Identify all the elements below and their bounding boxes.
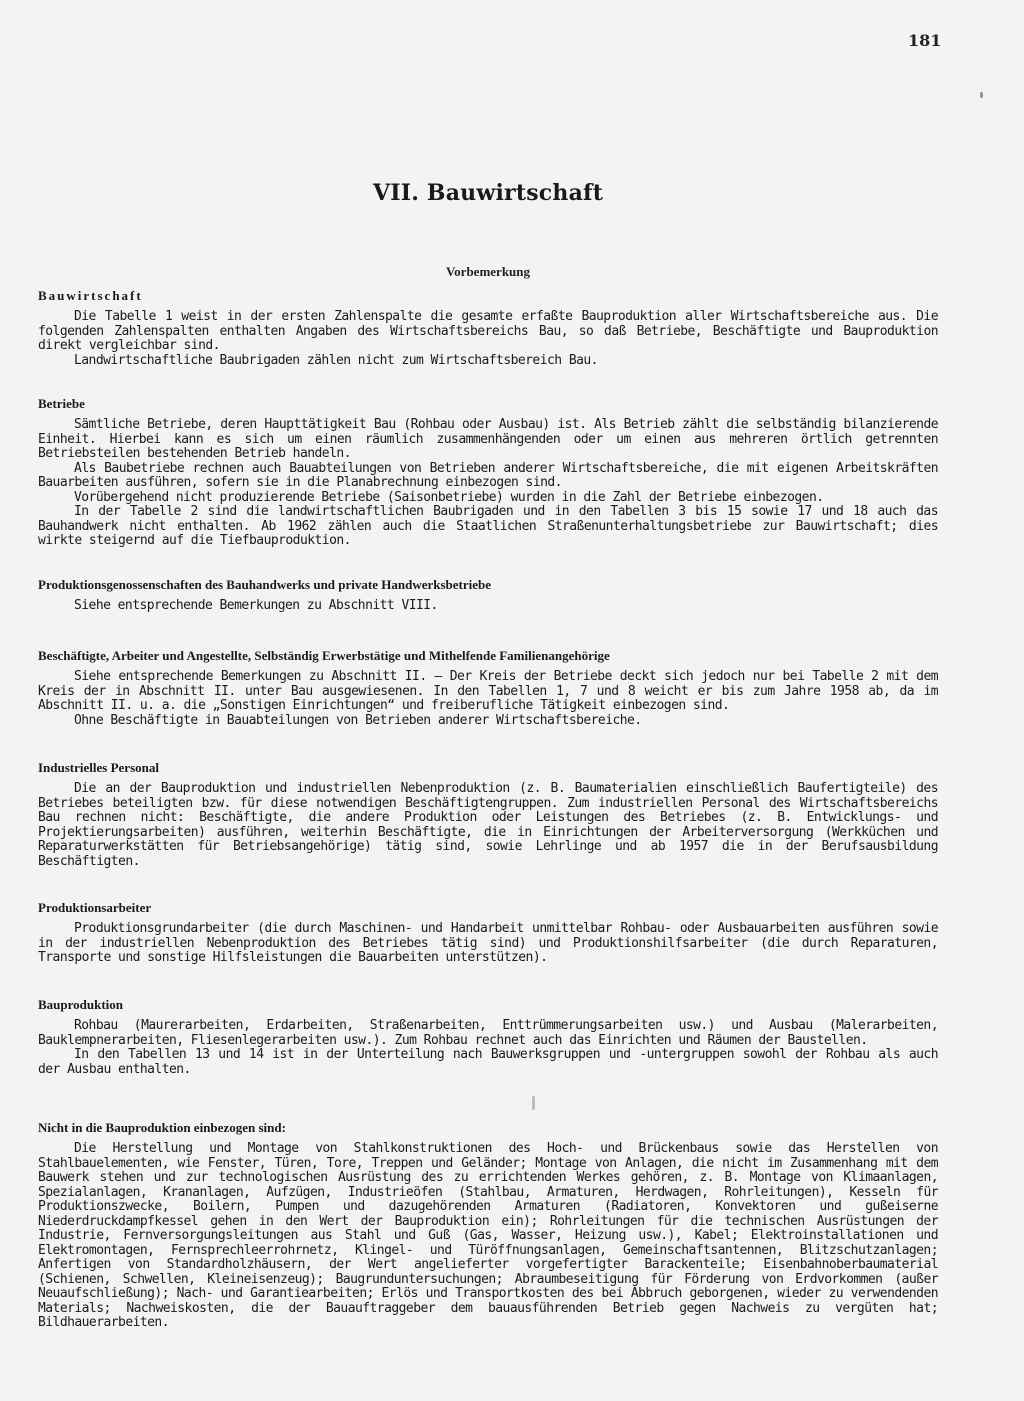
section-title: Bauproduktion: [38, 997, 124, 1012]
paragraph: Sämtliche Betriebe, deren Haupttätigkeit Bau (Rohbau oder Ausbau) ist. Als Betrieb zählt die selbständig bilanzierende Einheit. Hierbei kann es sich um einen räumlich zusammenhängenden oder um einen aus mehreren örtlich getrennten Betriebsteilen bestehenden Betrieb handeln.: [38, 417, 938, 461]
section-title: Beschäftigte, Arbeiter und Angestellte, Selbständig Erwerbstätige und Mithelfende Familienangehörige: [38, 648, 610, 663]
paragraph: Vorübergehend nicht produzierende Betriebe (Saisonbetriebe) wurden in die Zahl der Betriebe einbezogen.: [74, 489, 824, 505]
page-number: 181: [908, 31, 942, 50]
paragraph: In der Tabelle 2 sind die landwirtschaftlichen Baubrigaden und in den Tabellen 3 bis 15 sowie 17 und 18 auch das Bauhandwerk nicht enthalten. Ab 1962 zählen auch die Staatlichen Straßenunterhaltungsbetriebe zur Bauwirtschaft; dies wirkte steigernd auf die Tiefbauproduktion.: [38, 504, 938, 548]
paragraph: Die Herstellung und Montage von Stahlkonstruktionen des Hoch- und Brückenbaus sowie das Herstellen von Stahlbauelementen, wie Fenster, Türen, Tore, Treppen und Geländer; Montage von Anlagen, die nicht im Zusammenhang mit dem Bauwerk stehen und zur technologischen Ausrüstung des zu errichtenden Werkes gehören, z. B. Montage von Klimaanlagen, Spezialanlagen, Krananlagen, Aufzügen, Industrieöfen (Stahlbau, Armaturen, Herdwagen, Rohrleitungen), Kesseln für Produktionszwecke, Boilern, Pumpen und dazugehörenden Armaturen (Radiatoren, Konvektoren und gußeiserne Niederdruckdampfkessel gehen in den Wert der Bauproduktion ein); Rohrleitungen für die technischen Ausrüstungen der Industrie, Fernversorgungsleitungen aus Stahl und Guß (Gas, Wasser, Heizung usw.), Kabel; Elektroinstallationen und Elektromontagen, Fernsprechleerrohrnetz, Klingel- und Türöffnungsanlagen, Gemeinschaftsantennen, Blitzschutzanlagen; Anfertigen von Standardholzhäusern, der Wert angelieferter vorgefertigter Barackenteile; Eisenbahnoberbaumaterial (Schienen, Schwellen, Kleineisenzeug); Baugrunduntersuchungen; Abraumbeseitigung für Förderung von Erdvorkommen (außer Neuaufschließung); Nach- und Garantiearbeiten; Erlös und Transportkosten des bei Abbruch geborgenen, wieder zu verwendenden Materials; Nachweiskosten, die der Bauauftraggeber dem bauausführenden Betrieb gegen Nachweis zu vergüten hat; Bildhauerarbeiten.: [38, 1141, 938, 1330]
section-title: Produktionsarbeiter: [38, 900, 152, 915]
section-betriebe: [38, 396, 938, 549]
paragraph: Ohne Beschäftigte in Bauabteilungen von Betrieben anderer Wirtschaftsbereiche.: [74, 712, 642, 728]
preliminary-remarks-heading: Vorbemerkung: [445, 264, 531, 279]
paragraph: Die Tabelle 1 weist in der ersten Zahlenspalte die gesamte erfaßte Bauproduktion aller Wirtschaftsbereiche aus. Die folgenden Zahlenspalten enthalten Angaben des Wirtschaftsbereichs Bau, so daß Betriebe, Beschäftigte und Bauproduktion direkt vergleichbar sind.: [38, 309, 938, 353]
section-beschaeftigte: [38, 648, 938, 728]
paragraph: Siehe entsprechende Bemerkungen zu Abschnitt VIII.: [74, 598, 438, 613]
chapter-title: VII. Bauwirtschaft: [372, 180, 604, 206]
paragraph: Landwirtschaftliche Baubrigaden zählen nicht zum Wirtschaftsbereich Bau.: [74, 352, 598, 368]
paragraph: Die an der Bauproduktion und industriellen Nebenproduktion (z. B. Baumaterialien einschließlich Baufertigteile) des Betriebes beteiligten bzw. für diese notwendigen Beschäftigtengruppen. Zum industriellen Personal des Wirtschaftsbereichs Bau rechnen nicht: Beschäftigte, die andere Produktion oder Leistungen des Betriebes (z. B. Entwicklungs- und Projektierungsarbeiten) ausführen, weiterhin Beschäftigte, die in Einrichtungen der Arbeiterversorgung (Werkküchen und Reparaturwerkstätten für Betriebsangehörige) tätig sind, sowie Lehrlinge und ab 1957 die in der Berufsausbildung Beschäftigten.: [38, 781, 938, 869]
document-page: [38, 0, 942, 1401]
section-title: Nicht in die Bauproduktion einbezogen sind:: [38, 1120, 286, 1135]
section-title: Betriebe: [38, 396, 85, 411]
section-bauproduktion: [38, 997, 938, 1077]
section-produktionsarbeiter: [38, 900, 938, 966]
section-title: Industrielles Personal: [38, 760, 159, 775]
section-title: Produktionsgenossenschaften des Bauhandwerks und private Handwerksbetriebe: [38, 577, 492, 592]
section-produktionsgenossenschaften: [38, 577, 938, 614]
paragraph: Produktionsgrundarbeiter (die durch Maschinen- und Handarbeit unmittelbar Rohbau- oder Ausbauarbeiten ausführen sowie in der industriellen Nebenproduktion des Betriebes tätig sind) und Produktionshilfsarbeiter (die durch Reparaturen, Transporte und sonstige Hilfsleistungen die Bauarbeiten unterstützen).: [38, 921, 938, 965]
section-title: Bauwirtschaft: [38, 288, 143, 303]
scan-speck: [532, 1096, 535, 1110]
paragraph: Siehe entsprechende Bemerkungen zu Abschnitt II. — Der Kreis der Betriebe deckt sich jedoch nur bei Tabelle 2 mit dem Kreis der in Abschnitt II. unter Bau ausgewiesenen. In den Tabellen 1, 7 und 8 weicht er bis zum Jahre 1958 ab, da im Abschnitt II. u. a. die „Sonstigen Einrichtungen“ und freiberufliche Tätigkeit einbezogen sind.: [38, 669, 938, 713]
section-industrielles-personal: [38, 760, 938, 869]
paragraph: In den Tabellen 13 und 14 ist in der Unterteilung nach Bauwerksgruppen und -untergruppen sowohl der Rohbau als auch der Ausbau enthalten.: [38, 1047, 938, 1077]
paragraph: Als Baubetriebe rechnen auch Bauabteilungen von Betrieben anderer Wirtschaftsbereiche, die mit eigenen Arbeitskräften Bauarbeiten ausführen, sofern sie in die Planabrechnung einbezogen sind.: [38, 460, 938, 490]
section-nicht-einbezogen: [38, 1120, 938, 1331]
scan-speck: [980, 92, 983, 98]
paragraph: Rohbau (Maurerarbeiten, Erdarbeiten, Straßenarbeiten, Enttrümmerungsarbeiten usw.) und Ausbau (Malerarbeiten, Bauklempnerarbeiten, Fliesenlegerarbeiten usw.). Zum Rohbau rechnet auch das Einrichten und Räumen der Baustellen.: [38, 1018, 938, 1048]
section-bauwirtschaft: [38, 288, 938, 368]
